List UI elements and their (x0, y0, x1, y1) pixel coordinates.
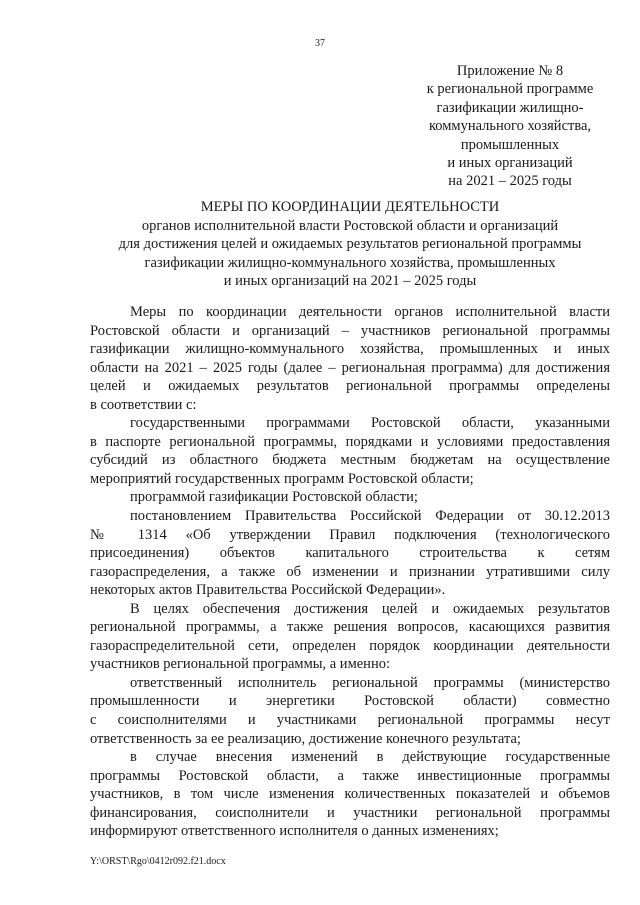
body-line: в паспорте региональной программы, порядками и условиями предоставления (90, 433, 610, 450)
appendix-header (400, 62, 620, 191)
body-line: программы Ростовской области, а также инвестиционные программы (90, 767, 610, 784)
appendix-line: к региональной программе (426, 81, 594, 98)
appendix-line: и иных организаций (447, 155, 573, 172)
appendix-line: на 2021 – 2025 годы (448, 173, 572, 190)
body-line: целей и ожидаемых результатов региональной программы определены (90, 378, 610, 395)
body-line: информируют ответственного исполнителя о данных изменениях; (90, 823, 499, 840)
body-line: с соисполнителями и участниками региональной программы несут (90, 712, 610, 729)
body-line: постановлением Правительства Российской Федерации от 30.12.2013 (130, 508, 610, 525)
body-line: промышленности и энергетики Ростовской области) совместно (90, 693, 610, 710)
body-line: в соответствии с: (90, 396, 197, 413)
body-line: № 1314 «Об утверждении Правил подключения (технологического (90, 526, 610, 543)
page-number: 37 (315, 38, 325, 49)
body-line: присоединения) объектов капитального строительства к сетям (90, 545, 610, 562)
title-line: органов исполнительной власти Ростовской области и организаций (141, 217, 559, 234)
body-line: В целях обеспечения достижения целей и ожидаемых результатов (130, 600, 610, 617)
title-heading: МЕРЫ ПО КООРДИНАЦИИ ДЕЯТЕЛЬНОСТИ (200, 199, 500, 215)
body-line: мероприятий государственных программ Ростовской области; (90, 470, 474, 487)
body-text (90, 303, 610, 841)
body-line: Ростовской области и организаций – участников региональной программы (90, 322, 610, 339)
body-line: программой газификации Ростовской области; (130, 489, 418, 506)
body-line: некоторых актов Правительства Российской Федерации». (90, 582, 446, 599)
body-line: газораспределения, а также об изменении и признании утратившими силу (90, 563, 610, 580)
title-line: газификации жилищно-коммунального хозяйства, промышленных (144, 254, 556, 271)
file-path-footer: Y:\ORST\Rgo\0412r092.f21.docx (90, 856, 226, 867)
body-line: участников региональной программы, а именно: (90, 656, 390, 673)
body-line: ответственный исполнитель региональной программы (министерство (130, 674, 610, 691)
body-line: государственными программами Ростовской области, указанными (130, 415, 610, 432)
body-line: области на 2021 – 2025 годы (далее – региональная программа) для достижения (90, 359, 610, 376)
body-line: газификации жилищно-коммунального хозяйства, промышленных и иных (90, 341, 610, 358)
body-line: региональной программы, а также решения вопросов, касающихся развития (90, 619, 610, 636)
body-line: в случае внесения изменений в действующие государственные (130, 749, 610, 766)
appendix-line: газификации жилищно- (436, 99, 584, 116)
body-line: ответственность за ее реализацию, достижение конечного результата; (90, 730, 521, 747)
document-title (40, 198, 640, 291)
title-line: и иных организаций на 2021 – 2025 годы (223, 273, 477, 289)
appendix-line: коммунального хозяйства, (428, 118, 592, 135)
body-line: газораспределительной сети, определен порядок координации деятельности (90, 637, 610, 654)
body-line: субсидий из областного бюджета местным бюджетам на осуществление (90, 452, 610, 469)
title-line: для достижения целей и ожидаемых результатов региональной программы (118, 236, 582, 252)
body-line: Меры по координации деятельности органов исполнительной власти (130, 304, 610, 320)
appendix-line: промышленных (460, 136, 560, 153)
body-line: финансирования, соисполнители и участники региональной программы (90, 804, 610, 821)
body-line: участников, в том числе изменения количественных показателей и объемов (90, 786, 610, 803)
appendix-line: Приложение № 8 (456, 63, 564, 79)
